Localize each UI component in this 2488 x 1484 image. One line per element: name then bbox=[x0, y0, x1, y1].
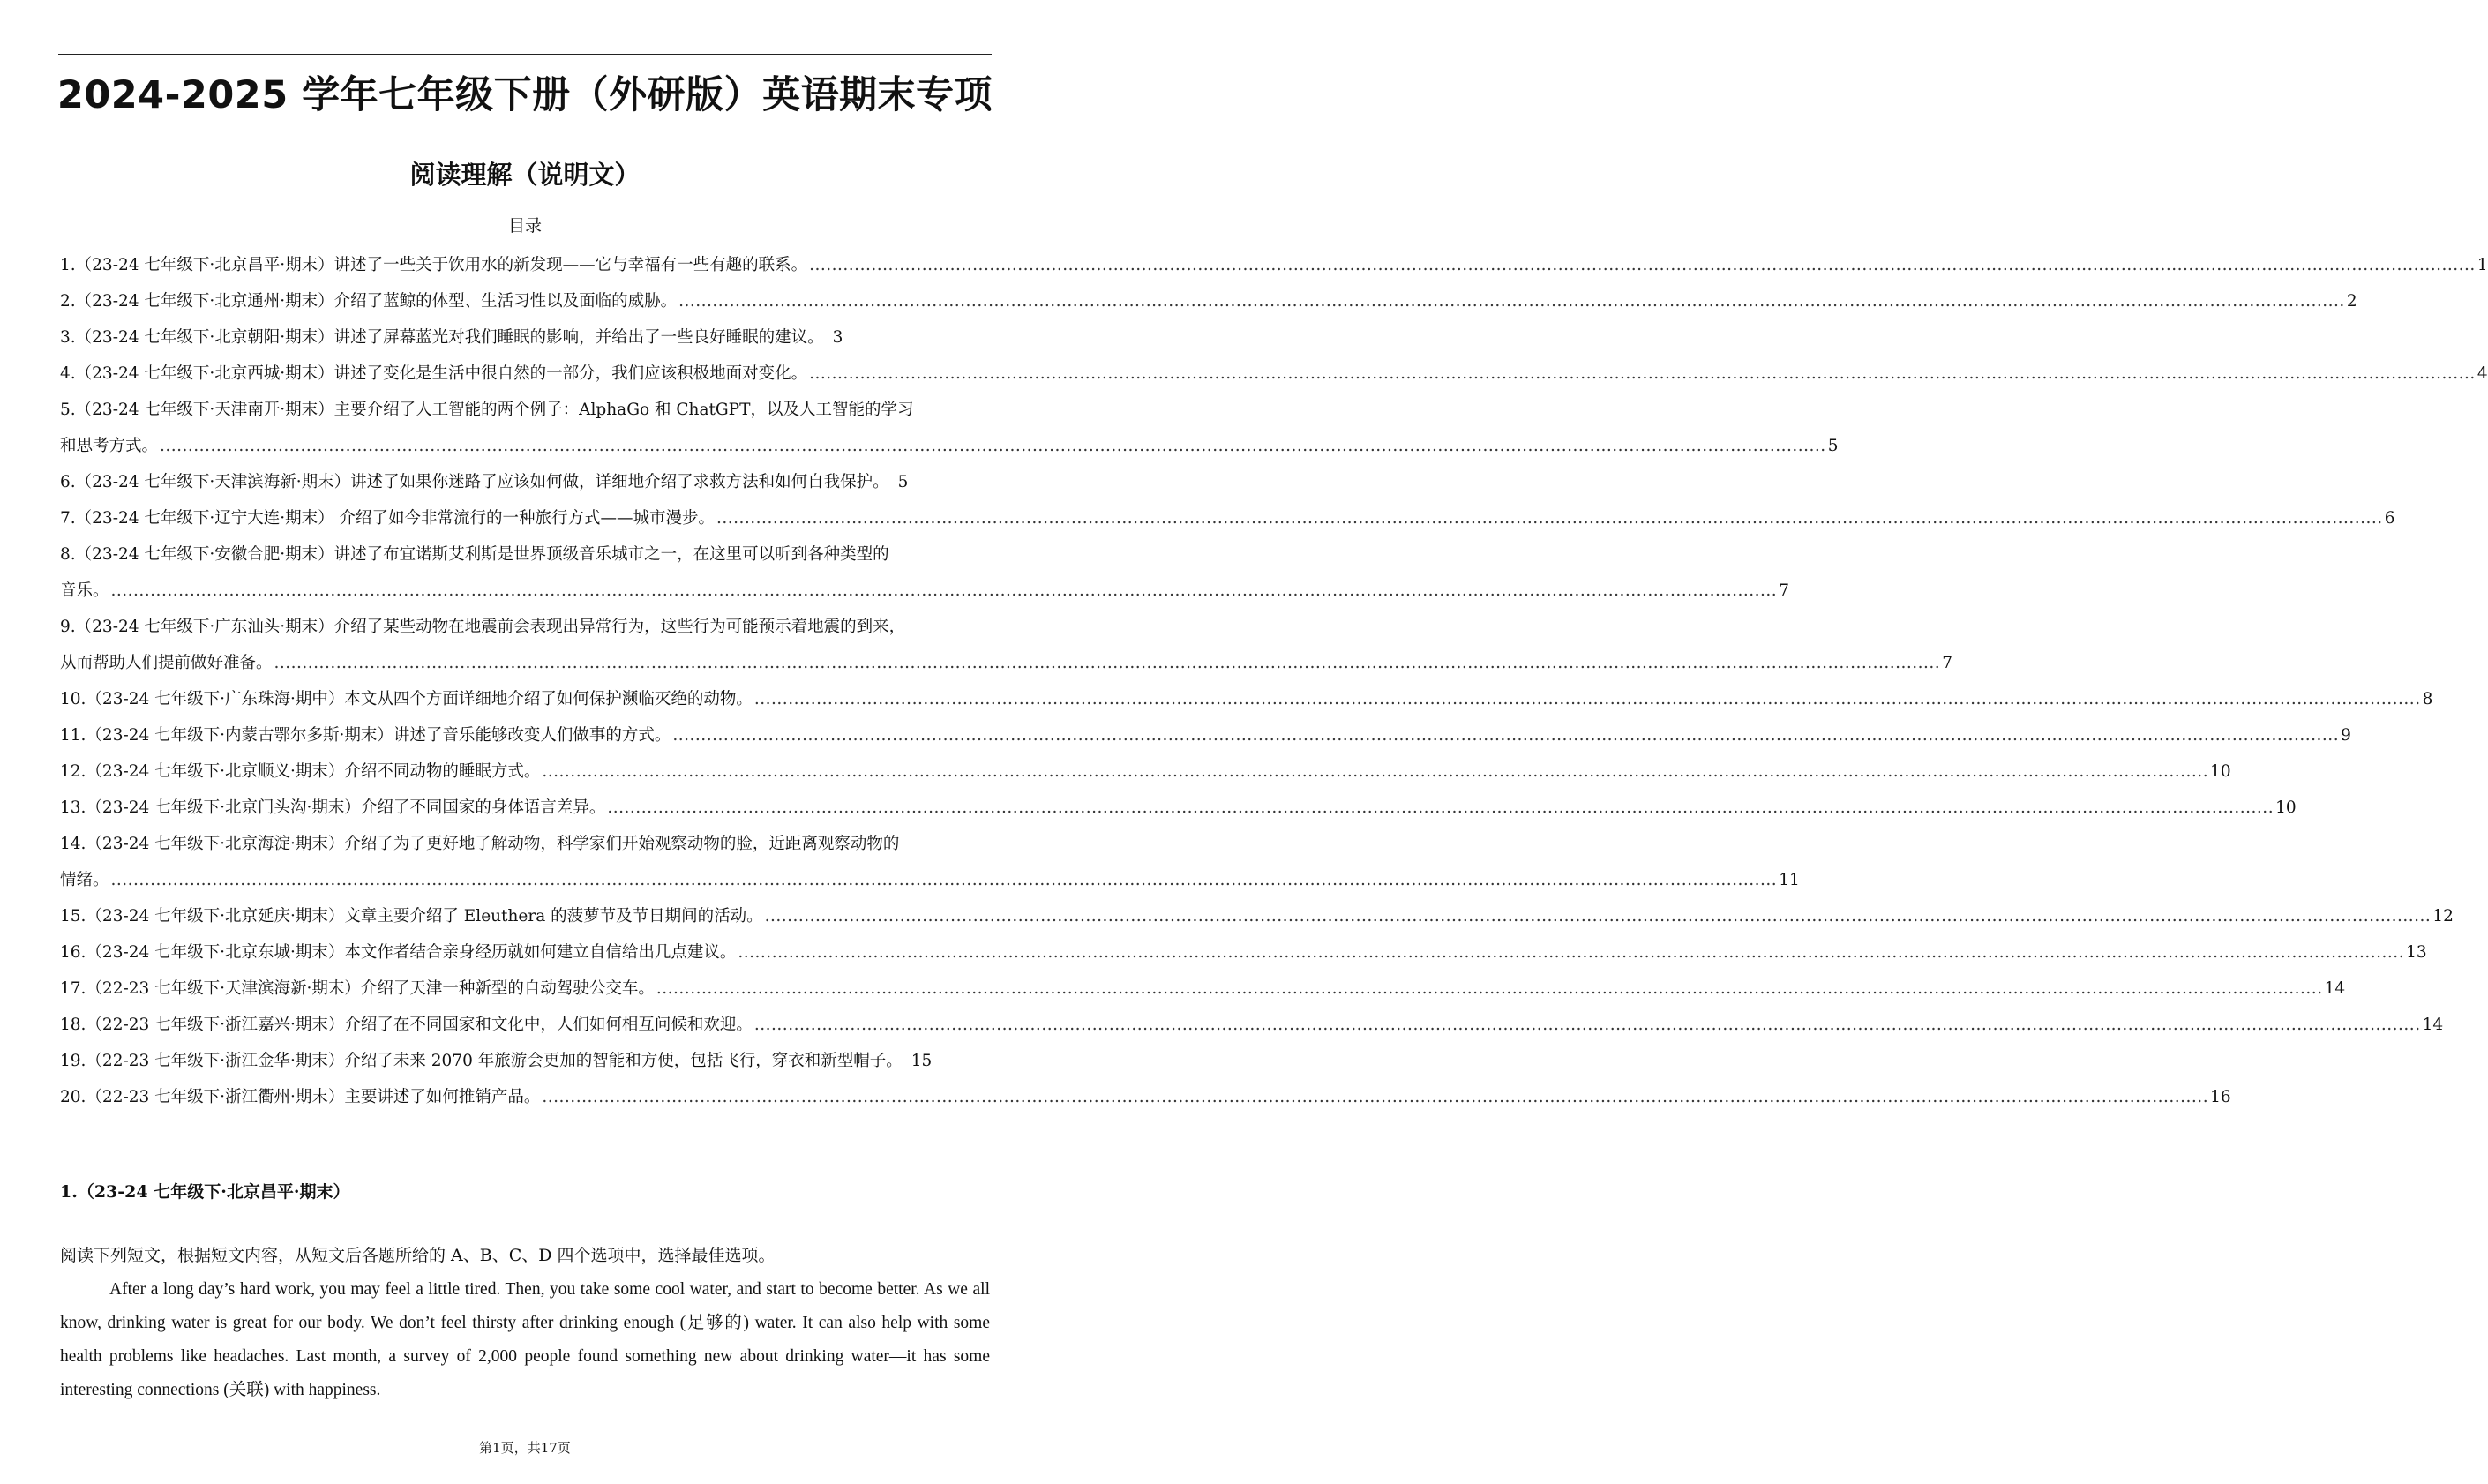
table-of-contents bbox=[60, 247, 2488, 1115]
toc-entry-text: 和思考方式。 bbox=[60, 437, 159, 455]
toc-page-number: 1 bbox=[2477, 256, 2488, 274]
toc-entry-3[interactable] bbox=[60, 319, 1015, 356]
toc-heading: 目录 bbox=[507, 216, 542, 236]
toc-page-number: 10 bbox=[2275, 798, 2297, 817]
passage-paragraph: After a long day’s hard work, you may feel a little tired. Then, you take some cool water, and start to become better. As we all know, drinking water is great for our body. We don’t feel thirsty after drinking enough (足够的) water. It can also help with some health problems like headaches. Last month, a survey of 2,000 people found something new about drinking water—it has some interesting connections (关联) with happiness. bbox=[60, 1280, 990, 1399]
toc-entry-4[interactable] bbox=[60, 356, 2488, 392]
toc-page-number: 5 bbox=[1827, 437, 1839, 455]
toc-leader bbox=[160, 428, 1826, 464]
toc-entry-text: 10.（23-24 七年级下·广东珠海·期中）本文从四个方面详细地介绍了如何保护濒临灭绝的动物。 bbox=[60, 690, 753, 708]
toc-entry-text: 3.（23-24 七年级下·北京朝阳·期末）讲述了屏幕蓝光对我们睡眠的影响，并给出了一些良好睡眠的建议。 bbox=[60, 328, 824, 347]
header-rule bbox=[58, 54, 992, 55]
toc-leader bbox=[809, 356, 2476, 392]
toc-entry-text: 14.（23-24 七年级下·北京海淀·期末）介绍了为了更好地了解动物，科学家们开始观察动物的脸，近距离观察动物的 bbox=[60, 835, 900, 853]
toc-page-number: 14 bbox=[2324, 979, 2346, 998]
toc-entry-text: 1.（23-24 七年级下·北京昌平·期末）讲述了一些关于饮用水的新发现——它与幸福有一些有趣的联系。 bbox=[60, 256, 808, 274]
toc-entry-5[interactable] bbox=[60, 392, 1015, 428]
toc-entry-10[interactable] bbox=[60, 681, 2433, 717]
toc-page-number: 4 bbox=[2477, 364, 2488, 383]
toc-entry-17[interactable] bbox=[60, 971, 2346, 1007]
toc-page-number: 14 bbox=[2422, 1016, 2444, 1034]
toc-entry-1[interactable] bbox=[60, 247, 2488, 283]
toc-page-number: 7 bbox=[1942, 654, 1952, 672]
toc-entry-15[interactable] bbox=[60, 898, 2454, 934]
toc-leader bbox=[542, 1079, 2208, 1115]
question-instruction: 阅读下列短文，根据短文内容，从短文后各题所给的 A、B、C、D 四个选项中，选择最佳选项。 bbox=[60, 1246, 776, 1265]
toc-leader bbox=[809, 247, 2476, 283]
toc-leader bbox=[765, 898, 2432, 934]
toc-entry-text: 5.（23-24 七年级下·天津南开·期末）主要介绍了人工智能的两个例子：AlphaGo 和 ChatGPT，以及人工智能的学习 bbox=[60, 401, 914, 419]
toc-leader bbox=[716, 500, 2383, 536]
toc-leader bbox=[738, 934, 2404, 971]
toc-entry-text: 16.（23-24 七年级下·北京东城·期末）本文作者结合亲身经历就如何建立自信给出几点建议。 bbox=[60, 943, 737, 962]
toc-page-number: 8 bbox=[2422, 690, 2433, 708]
toc-entry-text: 9.（23-24 七年级下·广东汕头·期末）介绍了某些动物在地震前会表现出异常行为，这些行为可能预示着地震的到来， bbox=[60, 618, 906, 636]
toc-entry-text: 情绪。 bbox=[60, 871, 109, 889]
toc-leader bbox=[754, 1007, 2421, 1043]
toc-entry-text: 13.（23-24 七年级下·北京门头沟·期末）介绍了不同国家的身体语言差异。 bbox=[60, 798, 606, 817]
toc-leader bbox=[542, 753, 2208, 790]
toc-page-number: 6 bbox=[2384, 509, 2395, 528]
toc-leader bbox=[607, 790, 2274, 826]
toc-entry-14-continued[interactable] bbox=[60, 862, 1800, 898]
toc-entry-text: 8.（23-24 七年级下·安徽合肥·期末）讲述了布宜诺斯艾利斯是世界顶级音乐城市之一，在这里可以听到各种类型的 bbox=[60, 545, 889, 564]
page-footer: 第1页，共17页 bbox=[479, 1440, 571, 1456]
toc-entry-text: 18.（22-23 七年级下·浙江嘉兴·期末）介绍了在不同国家和文化中，人们如何相互问候和欢迎。 bbox=[60, 1016, 753, 1034]
toc-entry-text: 2.（23-24 七年级下·北京通州·期末）介绍了蓝鲸的体型、生活习性以及面临的威胁。 bbox=[60, 292, 678, 311]
toc-entry-8-continued[interactable] bbox=[60, 573, 1789, 609]
toc-entry-text: 音乐。 bbox=[60, 581, 109, 600]
toc-entry-13[interactable] bbox=[60, 790, 2297, 826]
toc-page-number: 11 bbox=[1779, 871, 1800, 889]
toc-entry-9[interactable] bbox=[60, 609, 1015, 645]
toc-entry-2[interactable] bbox=[60, 283, 2357, 319]
document-subtitle: 阅读理解（说明文） bbox=[409, 160, 641, 190]
document-title: 2024-2025 学年七年级下册（外研版）英语期末专项 bbox=[56, 73, 993, 117]
toc-entry-6[interactable] bbox=[60, 464, 1015, 500]
toc-entry-text: 12.（23-24 七年级下·北京顺义·期末）介绍不同动物的睡眠方式。 bbox=[60, 762, 541, 781]
toc-page-number: 16 bbox=[2210, 1088, 2231, 1106]
toc-leader bbox=[111, 573, 1778, 609]
toc-entry-text: 19.（22-23 七年级下·浙江金华·期末）介绍了未来 2070 年旅游会更加的智能和方便，包括飞行，穿衣和新型帽子。 bbox=[60, 1052, 903, 1070]
reading-passage bbox=[60, 1273, 990, 1407]
toc-entry-19[interactable] bbox=[60, 1043, 1015, 1079]
toc-entry-text: 20.（22-23 七年级下·浙江衢州·期末）主要讲述了如何推销产品。 bbox=[60, 1088, 541, 1106]
toc-page-number: 3 bbox=[832, 328, 843, 347]
toc-page-number: 12 bbox=[2432, 907, 2454, 926]
toc-entry-9-continued[interactable] bbox=[60, 645, 1952, 681]
toc-entry-text: 6.（23-24 七年级下·天津滨海新·期末）讲述了如果你迷路了应该如何做，详细地介绍了求救方法和如何自我保护。 bbox=[60, 473, 889, 491]
toc-page-number: 10 bbox=[2210, 762, 2231, 781]
toc-entry-7[interactable] bbox=[60, 500, 2395, 536]
toc-entry-text: 从而帮助人们提前做好准备。 bbox=[60, 654, 273, 672]
toc-page-number: 2 bbox=[2346, 292, 2357, 311]
toc-entry-8[interactable] bbox=[60, 536, 1015, 573]
toc-entry-text: 4.（23-24 七年级下·北京西城·期末）讲述了变化是生活中很自然的一部分，我们应该积极地面对变化。 bbox=[60, 364, 808, 383]
toc-entry-20[interactable] bbox=[60, 1079, 2231, 1115]
toc-page-number: 9 bbox=[2341, 726, 2351, 745]
toc-entry-5-continued[interactable] bbox=[60, 428, 1839, 464]
toc-entry-18[interactable] bbox=[60, 1007, 2444, 1043]
toc-leader bbox=[672, 717, 2339, 753]
toc-entry-14[interactable] bbox=[60, 826, 1015, 862]
toc-entry-text: 15.（23-24 七年级下·北京延庆·期末）文章主要介绍了 Eleuthera 的菠萝节及节日期间的活动。 bbox=[60, 907, 763, 926]
toc-leader bbox=[656, 971, 2323, 1007]
toc-page-number: 5 bbox=[897, 473, 909, 491]
toc-entry-16[interactable] bbox=[60, 934, 2427, 971]
toc-leader bbox=[754, 681, 2421, 717]
toc-entry-text: 11.（23-24 七年级下·内蒙古鄂尔多斯·期末）讲述了音乐能够改变人们做事的方式。 bbox=[60, 726, 671, 745]
toc-leader bbox=[111, 862, 1778, 898]
toc-entry-12[interactable] bbox=[60, 753, 2231, 790]
toc-page-number: 15 bbox=[911, 1052, 933, 1070]
toc-page-number: 7 bbox=[1779, 581, 1789, 600]
toc-leader bbox=[678, 283, 2345, 319]
toc-entry-text: 17.（22-23 七年级下·天津滨海新·期末）介绍了天津一种新型的自动驾驶公交车。 bbox=[60, 979, 655, 998]
toc-entry-text: 7.（23-24 七年级下·辽宁大连·期末） 介绍了如今非常流行的一种旅行方式——城市漫步。 bbox=[60, 509, 716, 528]
toc-leader bbox=[274, 645, 1941, 681]
toc-entry-11[interactable] bbox=[60, 717, 2351, 753]
toc-page-number: 13 bbox=[2406, 943, 2427, 962]
section-heading: 1.（23-24 七年级下·北京昌平·期末） bbox=[60, 1182, 350, 1202]
